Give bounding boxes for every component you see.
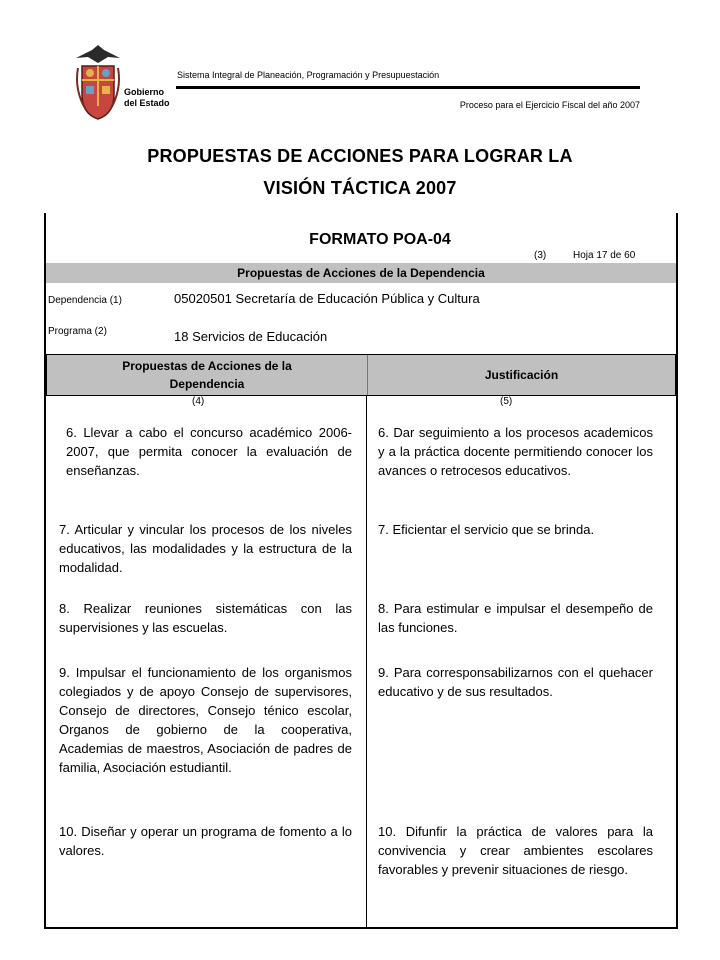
column-divider xyxy=(366,394,367,928)
programa-label: Programa (2) xyxy=(48,326,107,337)
state-coat-of-arms-icon xyxy=(72,44,124,120)
action-cell: 10. Diseñar y operar un programa de fomento a lo valores. xyxy=(59,824,352,858)
dependencia-label: Dependencia (1) xyxy=(48,295,122,306)
justification-cell: 7. Eficientar el servicio que se brinda. xyxy=(378,522,595,537)
programa-value: 18 Servicios de Educación xyxy=(174,329,328,344)
process-title: Proceso para el Ejercicio Fiscal del año 2007 xyxy=(459,100,640,110)
column-number-justification: (5) xyxy=(500,396,513,407)
action-cell: 9. Impulsar el funcionamiento de los organismos colegiados y de apoyo Consejo de supervisores, Consejo de directores, Consejo ténico escolar, Organos de gobierno de la cooperativa, Academias de maestros, Asociación de padres de familia, Asociación estudiantil. xyxy=(59,665,352,775)
system-title: Sistema Integral de Planeación, Programación y Presupuestación xyxy=(177,70,440,80)
header-divider xyxy=(176,86,640,89)
page-label: Hoja 17 de 60 xyxy=(573,250,636,261)
column-header-actions: Propuestas de Acciones de la Dependencia xyxy=(122,359,292,391)
action-cell: 8. Realizar reuniones sistemáticas con las supervisiones y las escuelas. xyxy=(59,601,352,635)
column-header-justification: Justificación xyxy=(484,368,559,382)
dependencia-value: 05020501 Secretaría de Educación Pública y Cultura xyxy=(174,291,480,306)
format-title: FORMATO POA-04 xyxy=(309,231,451,248)
section-header: Propuestas de Acciones de la Dependencia xyxy=(46,263,676,283)
frame-right-border xyxy=(676,213,678,929)
justification-cell: 6. Dar seguimiento a los procesos academicos y a la práctica docente permitiendo conocer los avances o retrocesos educativos. xyxy=(378,425,653,478)
column-headers xyxy=(46,354,676,396)
column-number-actions: (4) xyxy=(192,396,205,407)
ref-number: (3) xyxy=(534,250,547,261)
government-label: Gobierno del Estado xyxy=(124,87,170,108)
action-cell: 7. Articular y vincular los procesos de los niveles educativos, las modalidades y la estructura de la modalidad. xyxy=(59,522,352,575)
document-title: PROPUESTAS DE ACCIONES PARA LOGRAR LA VISIÓN TÁCTICA 2007 xyxy=(147,146,573,198)
justification-cell: 10. Difunfir la práctica de valores para la convivencia y crear ambientes escolares favorables y prevenir situaciones de riesgo. xyxy=(378,824,653,877)
justification-cell: 9. Para corresponsabilizarnos con el quehacer educativo y de sus resultados. xyxy=(378,665,653,699)
action-cell: 6. Llevar a cabo el concurso académico 2006-2007, que permita conocer la evaluación de enseñanzas. xyxy=(66,425,352,478)
justification-cell: 8. Para estimular e impulsar el desempeño de las funciones. xyxy=(378,601,653,635)
frame-bottom-border xyxy=(44,927,678,929)
frame-left-border xyxy=(44,213,46,929)
